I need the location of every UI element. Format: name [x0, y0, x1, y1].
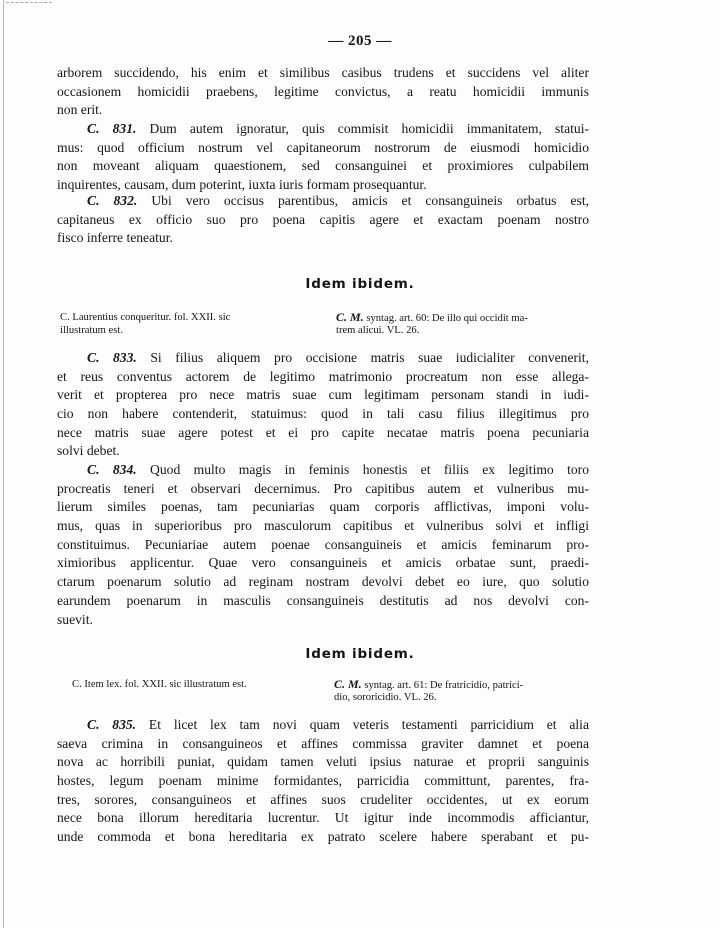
text-line: occasionem homicidii praebens, legitime convictus, a reatu homicidii immunis [57, 83, 589, 99]
text-line: cio non habere contenderit, statuimus: quod in tali casu filius illegitimus pro [57, 406, 589, 422]
text-line: non erit. [57, 102, 103, 118]
text-line: tres, sorores, consanguineos et affines suos crudeliter occidentes, ut ex eorum [57, 791, 589, 807]
note-reference: C. M. [334, 677, 362, 691]
canon-835 [57, 716, 589, 847]
text-line: constituimus. Pecuniariae autem poenae consanguineis et amicis feminarum pro- [57, 536, 589, 552]
text-line: non moveant aliquam quaestionem, sed consanguinei et proximiores culpabilem [57, 158, 589, 174]
page-edge-line [3, 0, 4, 928]
text-line: fisco inferre teneatur. [57, 230, 173, 246]
text-line: C. 833. Si filius aliquem pro occisione matris suae iudicialiter convenerit, [87, 350, 589, 365]
section-heading: Idem ibidem. [305, 646, 415, 662]
canon-number: C. 831. [87, 121, 137, 136]
note-line: C. Item lex. fol. XXII. sic illustratum est. [72, 679, 247, 690]
text-line: saeva crimina in consanguineos et affines commissa graviter damnet et poena [57, 735, 589, 751]
text-line: mus, quas in superioribus pro masculorum capitibus et vulneribus solvi et infligi [57, 518, 589, 534]
note-line: dio, sororicidio. VL. 26. [334, 692, 437, 703]
canon-831 [57, 120, 589, 195]
canon-number: C. 834. [87, 462, 137, 477]
canon-number: C. 833. [87, 350, 137, 365]
text-line: procreatis teneri et observari decernimus. Pro capitibus autem et vulneribus mu- [57, 480, 589, 496]
text-line: capitaneus ex officio suo pro poena capitis agere et exactam poenam nostro [57, 211, 589, 227]
text-line: C. 832. Ubi vero occisus parentibus, amicis et consanguineis orbatus est, [87, 193, 589, 208]
text-line: earundem poenarum in masculis consanguineis destitutis ad nos devolvi con- [57, 592, 589, 608]
margin-note-right [336, 311, 528, 337]
text-line: nece matris suae agere potest et ei pro capite necatae matris poena pecuniaria [57, 424, 589, 440]
note-line: illustratum est. [60, 325, 123, 336]
text-line: ctarum poenarum solutio ad reginam nostram devolvi debet eo iure, quo solutio [57, 574, 589, 590]
canon-number: C. 835. [87, 717, 137, 732]
note-line: C. Laurentius conqueritur. fol. XXII. sic [60, 312, 231, 323]
text-line: hostes, legum poenam minime formidantes, parricidia committunt, parentes, fra- [57, 773, 589, 789]
text-line: nece bona illorum hereditaria lucrentur. Ut igitur inde incommodis afficiantur, [57, 810, 589, 826]
canon-number: C. 832. [87, 193, 138, 208]
text-line: C. 834. Quod multo magis in feminis honestis et filiis ex legitimo toro [87, 462, 590, 477]
note-line: trem alicui. VL. 26. [336, 325, 420, 336]
text-line: et reus conventus actorem de legitimo matrimonio procreatum non esse allega- [57, 368, 589, 384]
text-line: C. 835. Et licet lex tam novi quam veteris testamenti parricidium et alia [87, 717, 589, 732]
note-reference: C. M. [336, 310, 364, 324]
note-line: C. M. syntag. art. 61: De fratricidio, patrici- [334, 677, 524, 691]
margin-note-left [60, 311, 230, 337]
text-line: ximioribus applicentur. Quae vero consanguineis et amicis orbatae sunt, praedi- [57, 555, 589, 571]
margin-note-right [334, 678, 523, 704]
text-line: suevit. [57, 611, 93, 627]
paragraph-continuation [57, 64, 589, 120]
margin-note-left [72, 678, 247, 691]
canon-833 [57, 349, 589, 461]
text-line: verit et propterea pro nece matris suae cum legitimam personam standi in iudi- [57, 387, 589, 403]
text-line: C. 831. Dum autem ignoratur, quis commisit homicidii immanitatem, statui- [87, 121, 589, 136]
text-line: lierum similes poenas, tam pecuniarias quam corporis afflictivas, imponi volu- [57, 499, 589, 515]
canon-834 [57, 461, 589, 629]
text-line: unde commoda et bona hereditaria ex patrato scelere habere sperabant et pu- [57, 829, 589, 845]
text-line: arborem succidendo, his enim et similibus casibus trudens et succidens vel aliter [57, 65, 589, 80]
text-line: mus: quod officium nostrum vel capitaneorum nostrorum de eiusmodi homicidio [57, 139, 589, 155]
text-line: inquirentes, causam, dum poterint, iuxta iuris formam prosequantur. [57, 177, 427, 193]
canon-832 [57, 192, 589, 248]
text-line: solvi debet. [57, 443, 120, 459]
page-number: — 205 — [328, 33, 392, 49]
text-line: nova ac horribili puniat, quidam tamen veluti ipsius naturae et proprii sanguinis [57, 754, 589, 770]
corner-mark [6, 2, 52, 13]
section-heading: Idem ibidem. [305, 276, 415, 292]
note-line: C. M. syntag. art. 60: De illo qui occidit ma- [336, 310, 528, 324]
